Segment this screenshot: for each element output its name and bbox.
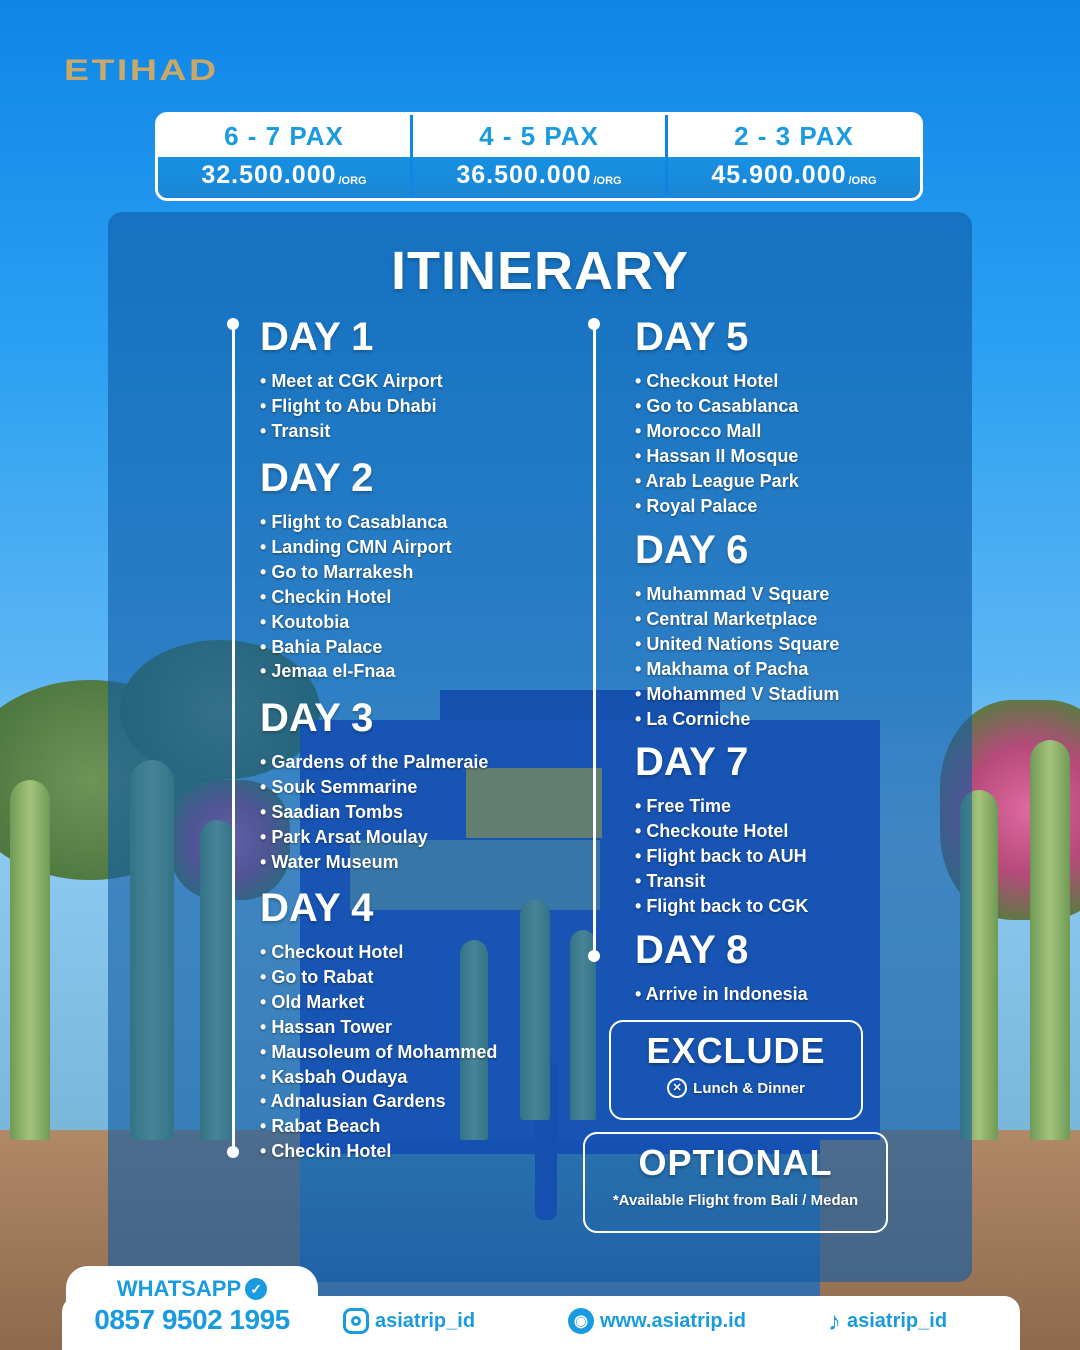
exclude-item-label: Lunch & Dinner — [693, 1079, 805, 1097]
day-title: DAY 6 — [635, 528, 749, 572]
day-activities — [635, 982, 975, 1007]
activity-item: • Arrive in Indonesia — [635, 982, 975, 1007]
price-table — [155, 112, 923, 201]
day-title: DAY 5 — [635, 315, 749, 359]
activity-item: • Go to Rabat — [260, 965, 600, 990]
verified-check-icon: ✓ — [245, 1278, 267, 1300]
etihad-logo: ETIHAD — [64, 54, 219, 87]
activity-item: • Jemaa el-Fnaa — [260, 659, 600, 684]
meal-icon: ✕ — [667, 1078, 687, 1098]
pax-label: 2 - 3 PAX — [668, 115, 920, 157]
activity-item: • Hassan II Mosque — [635, 444, 975, 469]
website-link[interactable] — [568, 1308, 746, 1334]
whatsapp-number[interactable]: 0857 9502 1995 — [94, 1304, 290, 1335]
day-title: DAY 1 — [260, 315, 374, 359]
website-url: www.asiatrip.id — [600, 1309, 746, 1332]
activity-item: • Old Market — [260, 990, 600, 1015]
price-unit: /ORG — [338, 175, 367, 187]
activity-item: • Rabat Beach — [260, 1114, 600, 1139]
day-title: DAY 8 — [635, 928, 749, 972]
optional-box — [583, 1132, 888, 1233]
price-cell — [413, 157, 665, 198]
day-3 — [260, 696, 600, 875]
day-title: DAY 7 — [635, 740, 749, 784]
activity-item: • Kasbah Oudaya — [260, 1065, 600, 1090]
price-amount: 45.900.000 — [711, 161, 847, 189]
activity-item: • Water Museum — [260, 850, 600, 875]
exclude-box — [609, 1020, 863, 1120]
activity-item: • Meet at CGK Airport — [260, 369, 600, 394]
activity-item: • Flight to Abu Dhabi — [260, 394, 600, 419]
instagram-handle: asiatrip_id — [375, 1309, 476, 1332]
timeline-dot — [227, 1146, 239, 1158]
activity-item: • La Corniche — [635, 707, 975, 732]
day-1 — [260, 315, 600, 444]
activity-item: • Bahia Palace — [260, 635, 600, 660]
price-cell — [668, 157, 920, 198]
tiktok-icon: ♪ — [828, 1306, 841, 1336]
price-amount: 36.500.000 — [456, 161, 592, 189]
pax-label: 4 - 5 PAX — [413, 115, 665, 157]
activity-item: • Checkoute Hotel — [635, 819, 975, 844]
activity-item: • Transit — [260, 419, 600, 444]
day-activities — [635, 582, 975, 731]
activity-item: • Flight back to CGK — [635, 894, 975, 919]
activity-item: • Go to Casablanca — [635, 394, 975, 419]
activity-item: • Flight to Casablanca — [260, 510, 600, 535]
day-activities — [260, 940, 600, 1164]
tiktok-handle: asiatrip_id — [847, 1309, 948, 1332]
day-5 — [635, 315, 975, 518]
instagram-icon — [343, 1308, 369, 1334]
day-activities — [635, 369, 975, 518]
day-7 — [635, 740, 975, 919]
activity-item: • Koutobia — [260, 610, 600, 635]
tiktok-link[interactable] — [828, 1308, 947, 1334]
activity-item: • Flight back to AUH — [635, 844, 975, 869]
activity-item: • Morocco Mall — [635, 419, 975, 444]
activity-item: • Adnalusian Gardens — [260, 1089, 600, 1114]
activity-item: • Mausoleum of Mohammed — [260, 1040, 600, 1065]
price-column — [158, 115, 413, 198]
activity-item: • Central Marketplace — [635, 607, 975, 632]
activity-item: • Free Time — [635, 794, 975, 819]
activity-item: • Gardens of the Palmeraie — [260, 750, 600, 775]
activity-item: • Checkin Hotel — [260, 585, 600, 610]
activity-item: • Go to Marrakesh — [260, 560, 600, 585]
price-unit: /ORG — [848, 175, 877, 187]
exclude-title: EXCLUDE — [646, 1030, 826, 1071]
day-title: DAY 2 — [260, 456, 374, 500]
pax-label: 6 - 7 PAX — [158, 115, 410, 157]
optional-note: *Available Flight from Bali / Medan — [612, 1192, 859, 1209]
day-activities — [260, 510, 600, 684]
activity-item: • Souk Semmarine — [260, 775, 600, 800]
day-8 — [635, 928, 975, 1007]
day-4 — [260, 886, 600, 1164]
activity-item: • Park Arsat Moulay — [260, 825, 600, 850]
cactus — [10, 780, 50, 1140]
activity-item: • Royal Palace — [635, 494, 975, 519]
activity-item: • Checkout Hotel — [260, 940, 600, 965]
instagram-link[interactable] — [343, 1308, 475, 1334]
activity-item: • Muhammad V Square — [635, 582, 975, 607]
activity-item: • Arab League Park — [635, 469, 975, 494]
price-column — [413, 115, 668, 198]
activity-item: • Transit — [635, 869, 975, 894]
price-cell — [158, 157, 410, 198]
day-title: DAY 4 — [260, 886, 374, 930]
activity-item: • Checkout Hotel — [635, 369, 975, 394]
day-activities — [260, 369, 600, 444]
day-activities — [635, 794, 975, 919]
exclude-item — [611, 1078, 861, 1098]
activity-item: • Makhama of Pacha — [635, 657, 975, 682]
timeline-dot — [227, 318, 239, 330]
activity-item: • Mohammed V Stadium — [635, 682, 975, 707]
cactus — [1030, 740, 1070, 1140]
whatsapp-label-text: WHATSAPP — [116, 1276, 242, 1301]
activity-item: • United Nations Square — [635, 632, 975, 657]
activity-item: • Landing CMN Airport — [260, 535, 600, 560]
globe-icon: ◉ — [568, 1308, 594, 1334]
day-2 — [260, 456, 600, 684]
optional-title: OPTIONAL — [638, 1142, 833, 1183]
activity-item: • Saadian Tombs — [260, 800, 600, 825]
timeline-line-left — [232, 324, 235, 1154]
price-unit: /ORG — [593, 175, 622, 187]
activity-item: • Hassan Tower — [260, 1015, 600, 1040]
day-title: DAY 3 — [260, 696, 374, 740]
day-6 — [635, 528, 975, 731]
price-amount: 32.500.000 — [201, 161, 337, 189]
price-column — [668, 115, 920, 198]
day-activities — [260, 750, 600, 875]
whatsapp-label[interactable] — [66, 1276, 318, 1302]
itinerary-title: ITINERARY — [390, 241, 689, 301]
activity-item: • Checkin Hotel — [260, 1139, 600, 1164]
